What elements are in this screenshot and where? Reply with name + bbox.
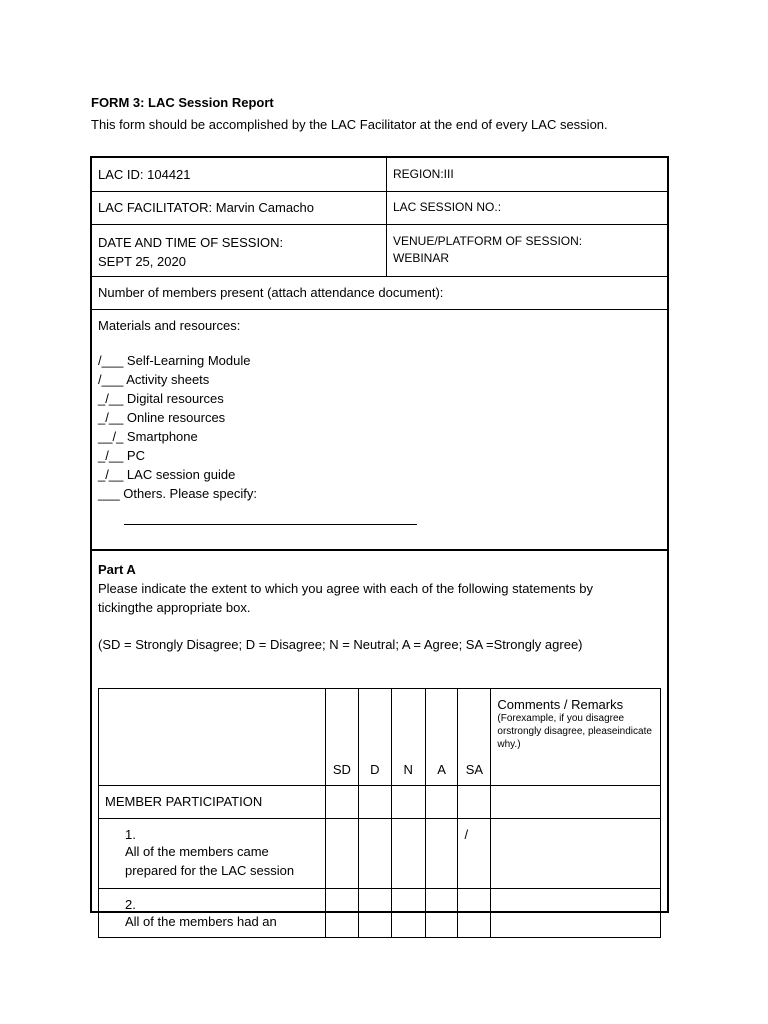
session-report-form bbox=[90, 156, 669, 929]
rating-cell[interactable] bbox=[391, 786, 425, 819]
comments-title: Comments / Remarks bbox=[497, 697, 624, 712]
section-row bbox=[99, 786, 661, 819]
region-field: REGION:III bbox=[386, 158, 667, 191]
comments-header bbox=[491, 689, 661, 786]
statement-number: 1. bbox=[125, 827, 136, 842]
rating-cell[interactable] bbox=[425, 786, 458, 819]
form-row-facilitator bbox=[92, 192, 667, 225]
rating-header-row bbox=[99, 689, 661, 786]
statement-cell bbox=[99, 819, 326, 889]
rating-cell-sd[interactable] bbox=[325, 819, 358, 889]
rating-cell-n[interactable] bbox=[391, 889, 425, 938]
form-row-members bbox=[92, 277, 667, 310]
rating-cell-d[interactable] bbox=[358, 819, 391, 889]
others-specify-line[interactable] bbox=[124, 524, 417, 525]
comments-cell[interactable] bbox=[491, 889, 661, 938]
col-sa: SA bbox=[458, 689, 491, 786]
session-no-field: LAC SESSION NO.: bbox=[386, 192, 667, 224]
comments-cell[interactable] bbox=[491, 819, 661, 889]
statement-header bbox=[99, 689, 326, 786]
material-item: /___ Self-Learning Module bbox=[98, 353, 251, 368]
venue-field bbox=[386, 225, 667, 276]
material-item: _/__ Digital resources bbox=[98, 391, 224, 406]
table-row bbox=[99, 889, 661, 938]
comments-note: (Forexample, if you disagree orstrongly disagree, pleaseindicate why.) bbox=[497, 713, 652, 750]
rating-table bbox=[98, 688, 661, 938]
part-a-instruction-cont: tickingthe appropriate box. bbox=[98, 600, 251, 615]
col-n: N bbox=[391, 689, 425, 786]
statement-text: All of the members came prepared for the LAC session bbox=[125, 844, 295, 878]
rating-cell[interactable] bbox=[458, 786, 491, 819]
rating-cell-sa[interactable] bbox=[458, 889, 491, 938]
comments-cell[interactable] bbox=[491, 786, 661, 819]
statement-text: All of the members had an bbox=[125, 914, 277, 929]
statement-cell bbox=[99, 889, 326, 938]
rating-cell-a[interactable] bbox=[425, 819, 458, 889]
material-item: __/_ Smartphone bbox=[98, 429, 198, 444]
col-a: A bbox=[425, 689, 458, 786]
material-item: ___ Others. Please specify: bbox=[98, 486, 257, 501]
table-row bbox=[99, 819, 661, 889]
statement-number: 2. bbox=[125, 897, 136, 912]
members-present-field: Number of members present (attach attendance document): bbox=[98, 285, 444, 300]
material-item: _/__ PC bbox=[98, 448, 145, 463]
materials-label: Materials and resources: bbox=[98, 318, 241, 333]
facilitator-field: LAC FACILITATOR: Marvin Camacho bbox=[98, 200, 315, 215]
lac-id-field: LAC ID: 104421 bbox=[98, 167, 191, 182]
date-label: DATE AND TIME OF SESSION: bbox=[98, 235, 284, 250]
rating-legend: (SD = Strongly Disagree; D = Disagree; N = Neutral; A = Agree; SA =Strongly agree) bbox=[98, 637, 583, 652]
materials-section bbox=[92, 310, 667, 551]
form-instructions: This form should be accomplished by the LAC Facilitator at the end of every LAC session. bbox=[91, 117, 608, 132]
form-row-id bbox=[92, 158, 667, 192]
form-row-date bbox=[92, 225, 667, 277]
rating-cell-a[interactable] bbox=[425, 889, 458, 938]
rating-cell[interactable] bbox=[325, 786, 358, 819]
rating-cell-sa[interactable]: / bbox=[458, 819, 491, 889]
part-a-section bbox=[98, 560, 661, 654]
col-sd: SD bbox=[325, 689, 358, 786]
materials-list bbox=[98, 351, 661, 503]
form-title: FORM 3: LAC Session Report bbox=[91, 95, 274, 110]
part-a-instruction: Please indicate the extent to which you agree with each of the following statements by bbox=[98, 581, 594, 596]
venue-value: WEBINAR bbox=[393, 251, 450, 265]
material-item: /___ Activity sheets bbox=[98, 372, 210, 387]
col-d: D bbox=[358, 689, 391, 786]
rating-cell-n[interactable] bbox=[391, 819, 425, 889]
date-value: SEPT 25, 2020 bbox=[98, 254, 186, 269]
material-item: _/__ LAC session guide bbox=[98, 467, 236, 482]
material-item: _/__ Online resources bbox=[98, 410, 226, 425]
rating-cell-d[interactable] bbox=[358, 889, 391, 938]
materials-content bbox=[92, 310, 667, 549]
part-a-title: Part A bbox=[98, 562, 136, 577]
rating-cell[interactable] bbox=[358, 786, 391, 819]
rating-cell-sd[interactable] bbox=[325, 889, 358, 938]
venue-label: VENUE/PLATFORM OF SESSION: bbox=[393, 234, 583, 248]
date-time-field bbox=[92, 225, 386, 276]
section-member-participation: MEMBER PARTICIPATION bbox=[99, 786, 326, 819]
